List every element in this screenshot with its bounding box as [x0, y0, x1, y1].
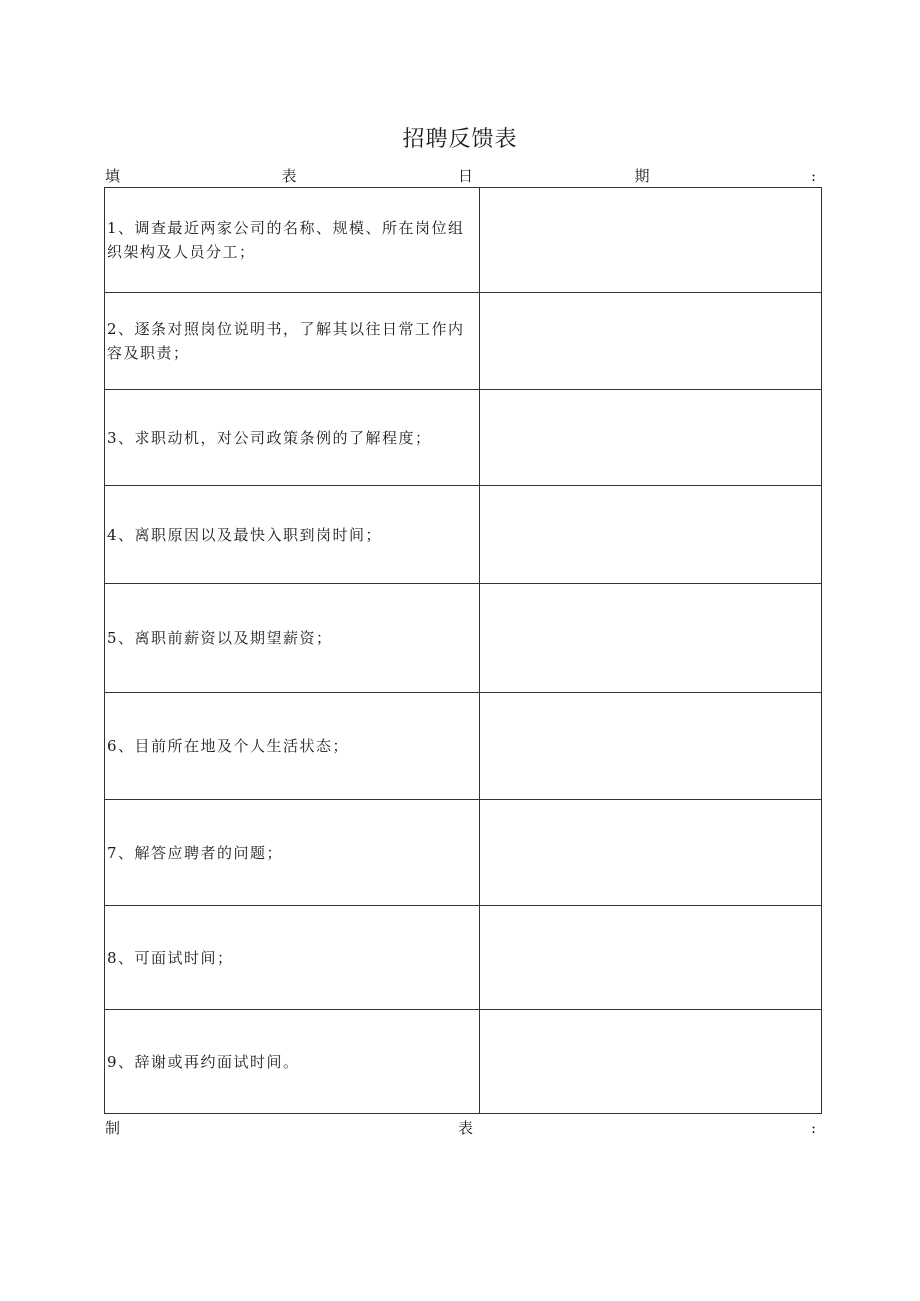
answer-cell[interactable] — [480, 906, 822, 1010]
table-row — [105, 390, 822, 486]
table-row — [105, 188, 822, 293]
question-cell: 5、离职前薪资以及期望薪资； — [105, 584, 480, 693]
question-cell: 8、可面试时间； — [105, 906, 480, 1010]
question-cell: 1、调查最近两家公司的名称、规模、所在岗位组织架构及人员分工； — [105, 188, 480, 293]
question-cell: 6、目前所在地及个人生活状态； — [105, 693, 480, 800]
question-cell: 9、辞谢或再约面试时间。 — [105, 1010, 480, 1114]
fill-date-char: 填 — [105, 167, 121, 185]
prepared-by-line — [105, 1118, 816, 1138]
answer-cell[interactable] — [480, 1010, 822, 1114]
answer-cell[interactable] — [480, 188, 822, 293]
question-cell: 4、离职原因以及最快入职到岗时间； — [105, 486, 480, 584]
answer-cell[interactable] — [480, 584, 822, 693]
table-row — [105, 1010, 822, 1114]
fill-date-char: 日 — [457, 167, 473, 185]
table-row — [105, 486, 822, 584]
form-title: 招聘反馈表 — [402, 127, 518, 152]
prepared-by-colon: : — [810, 1119, 816, 1137]
table-row — [105, 906, 822, 1010]
table-row — [105, 800, 822, 906]
question-cell: 7、解答应聘者的问题； — [105, 800, 480, 906]
fill-date-char: 期 — [634, 167, 650, 185]
prepared-by-char: 表 — [457, 1119, 473, 1137]
answer-cell[interactable] — [480, 293, 822, 390]
prepared-by-char: 制 — [105, 1119, 121, 1137]
fill-date-colon: : — [810, 167, 816, 185]
fill-date-line — [105, 166, 816, 186]
fill-date-char: 表 — [281, 167, 297, 185]
table-row — [105, 584, 822, 693]
question-cell: 3、求职动机，对公司政策条例的了解程度； — [105, 390, 480, 486]
answer-cell[interactable] — [480, 693, 822, 800]
table-row — [105, 293, 822, 390]
question-cell: 2、逐条对照岗位说明书，了解其以往日常工作内容及职责； — [105, 293, 480, 390]
answer-cell[interactable] — [480, 800, 822, 906]
answer-cell[interactable] — [480, 390, 822, 486]
answer-cell[interactable] — [480, 486, 822, 584]
table-row — [105, 693, 822, 800]
feedback-table — [104, 187, 822, 1114]
